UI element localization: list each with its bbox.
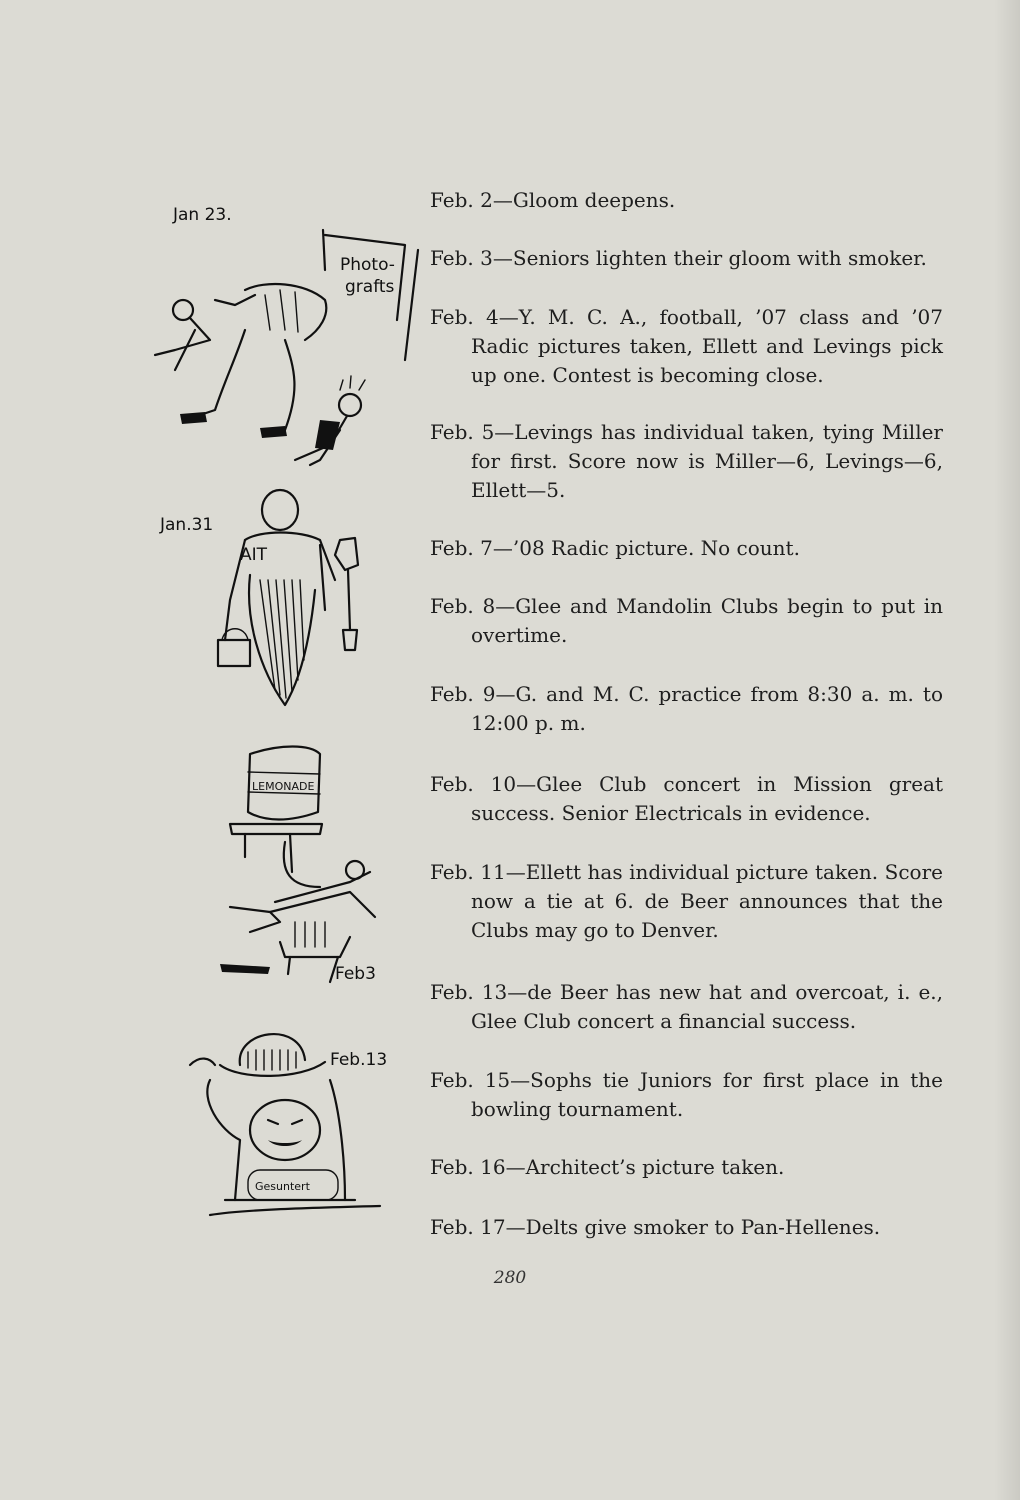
entry-feb-10: Feb. 10—Glee Club concert in Mission great success. Senior Electricals in evidence. xyxy=(430,772,943,825)
entry-feb-13: Feb. 13—de Beer has new hat and overcoat, i. e., Glee Club concert a financial success. xyxy=(430,980,943,1033)
entry-feb-17: Feb. 17—Delts give smoker to Pan-Hellenes. xyxy=(430,1215,881,1239)
entry-feb-11: Feb. 11—Ellett has individual picture taken. Score now a tie at 6. de Beer announces that the Clubs may go to Denver. xyxy=(430,860,943,942)
barrel-text: LEMONADE xyxy=(252,780,315,793)
sketch-new-hat xyxy=(180,1020,410,1230)
entry-feb-5: Feb. 5—Levings has individual taken, tying Miller for first. Score now is Miller—6, Levings—6, Ellett—5. xyxy=(430,420,943,502)
sketch-date-label: Feb3 xyxy=(335,964,376,984)
entry-feb-3: Feb. 3—Seniors lighten their gloom with smoker. xyxy=(430,246,927,270)
entry-feb-9: Feb. 9—G. and M. C. practice from 8:30 a. m. to 12:00 p. m. xyxy=(430,682,943,735)
sketch-lemonade-barrel xyxy=(210,742,410,1002)
sketch-date-label: Feb.13 xyxy=(330,1050,388,1070)
sketch-date-label: Jan.31 xyxy=(160,515,214,535)
entry-feb-16: Feb. 16—Architect’s picture taken. xyxy=(430,1155,785,1179)
sign-text-line2: grafts xyxy=(345,277,395,297)
entry-feb-4: Feb. 4—Y. M. C. A., football, ’07 class and ’07 Radic pictures taken, Ellett and Levings pick up one. Contest is becoming close. xyxy=(430,305,943,387)
sketch-worker xyxy=(150,480,380,720)
page-number: 280 xyxy=(493,1268,527,1288)
sign-text-line1: Photo- xyxy=(340,255,395,275)
bottle-text: Gesuntert xyxy=(255,1180,310,1193)
sketch-date-label: Jan 23. xyxy=(173,205,232,225)
entry-feb-7: Feb. 7—’08 Radic picture. No count. xyxy=(430,536,800,560)
entry-feb-2: Feb. 2—Gloom deepens. xyxy=(430,188,676,212)
shirt-text: AIT xyxy=(240,545,268,565)
entry-feb-8: Feb. 8—Glee and Mandolin Clubs begin to put in overtime. xyxy=(430,594,943,647)
entry-feb-15: Feb. 15—Sophs tie Juniors for first place in the bowling tournament. xyxy=(430,1068,943,1121)
sketch-photografts xyxy=(135,190,435,480)
